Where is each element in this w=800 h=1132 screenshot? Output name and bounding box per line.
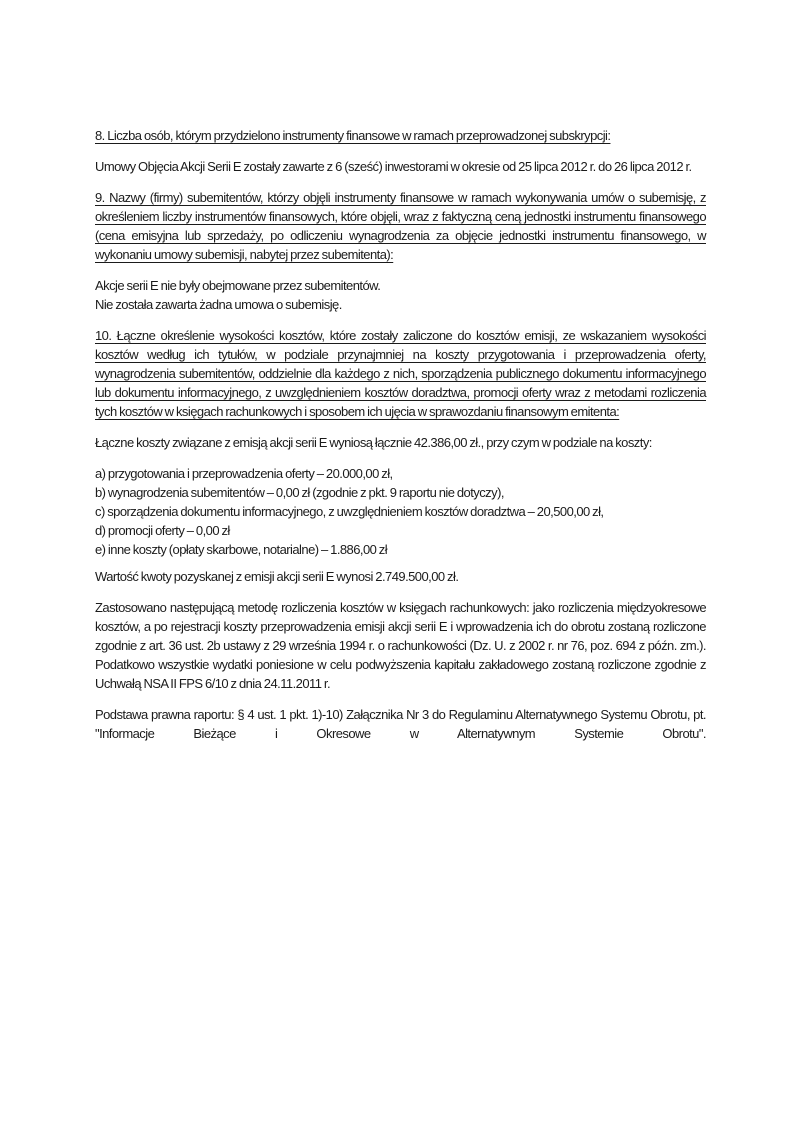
section-8-heading: 8. Liczba osób, którym przydzielono instrumenty finansowe w ramach przeprowadzonej subskrypcji:: [95, 128, 611, 143]
cost-item-e: e) inne koszty (opłaty skarbowe, notarialne) – 1.886,00 zł: [95, 542, 388, 557]
section-9-line-1: Akcje serii E nie były obejmowane przez subemitentów.: [95, 278, 381, 293]
cost-item-b: b) wynagrodzenia subemitentów – 0,00 zł (zgodnie z pkt. 9 raportu nie dotyczy),: [95, 485, 504, 500]
cost-item-c: c) sporządzenia dokumentu informacyjnego, z uwzględnieniem kosztów doradztwa – 20,500,00 zł,: [95, 504, 604, 519]
accounting-method-paragraph: Zastosowano następującą metodę rozliczenia kosztów w księgach rachunkowych: jako rozliczenia międzyokresowe kosztów, a po rejestracji koszty przeprowadzenia emisji akcji serii E i wprowadzenia ich do obrotu zostaną rozliczone zgodnie z art. 36 ust. 2b ustawy z 29 września 1994 r. o rachunkowości (Dz. U. z 2002 r. nr 76, poz. 694 z późn. zm.). Podatkowo wszystkie wydatki poniesione w celu podwyższenia kapitału zakładowego zostaną rozliczone zgodnie z Uchwałą NSA II FPS 6/10 z dnia 24.11.2011 r.: [95, 600, 706, 691]
cost-item-a: a) przygotowania i przeprowadzenia oferty – 20.000,00 zł,: [95, 466, 393, 481]
section-9-line-2: Nie została zawarta żadna umowa o subemisję.: [95, 297, 342, 312]
section-10-heading: 10. Łączne określenie wysokości kosztów, które zostały zaliczone do kosztów emisji, ze wskazaniem wysokości kosztów według ich tytułów, w podziale przynajmniej na koszty przygotowania i przeprowadzenia oferty, wynagrodzenia subemitentów, oddzielnie dla każdego z nich, sporządzenia publicznego dokumentu informacyjnego lub dokumentu informacyjnego, z uwzględnieniem kosztów doradztwa, promocji oferty wraz z metodami rozliczenia tych kosztów w księgach rachunkowych i sposobem ich ujęcia w sprawozdaniu finansowym emitenta:: [95, 328, 706, 419]
cost-item-d: d) promocji oferty – 0,00 zł: [95, 523, 230, 538]
cost-items-list: [95, 464, 706, 559]
legal-basis-paragraph: Podstawa prawna raportu: § 4 ust. 1 pkt. 1)-10) Załącznika Nr 3 do Regulaminu Alternatywnego Systemu Obrotu, pt. "Informacje Bieżące i Okresowe w Alternatywnym Systemie Obrotu".: [95, 707, 706, 741]
section-8-paragraph: Umowy Objęcia Akcji Serii E zostały zawarte z 6 (sześć) inwestorami w okresie od 25 lipca 2012 r. do 26 lipca 2012 r.: [95, 159, 692, 174]
proceeds-value-line: Wartość kwoty pozyskanej z emisji akcji serii E wynosi 2.749.500,00 zł.: [95, 569, 459, 584]
section-9-heading: 9. Nazwy (firmy) subemitentów, którzy objęli instrumenty finansowe w ramach wykonywania umów o subemisję, z określeniem liczby instrumentów finansowych, które objęli, wraz z faktyczną ceną jednostki instrumentu finansowego (cena emisyjna lub sprzedaży, po odliczeniu wynagrodzenia za objęcie jednostki instrumentu finansowego, w wykonaniu umowy subemisji, nabytej przez subemitenta):: [95, 190, 706, 262]
section-10-costs-intro: Łączne koszty związane z emisją akcji serii E wyniosą łącznie 42.386,00 zł., przy czym w podziale na koszty:: [95, 435, 652, 450]
section-9-paragraph: [95, 276, 706, 314]
